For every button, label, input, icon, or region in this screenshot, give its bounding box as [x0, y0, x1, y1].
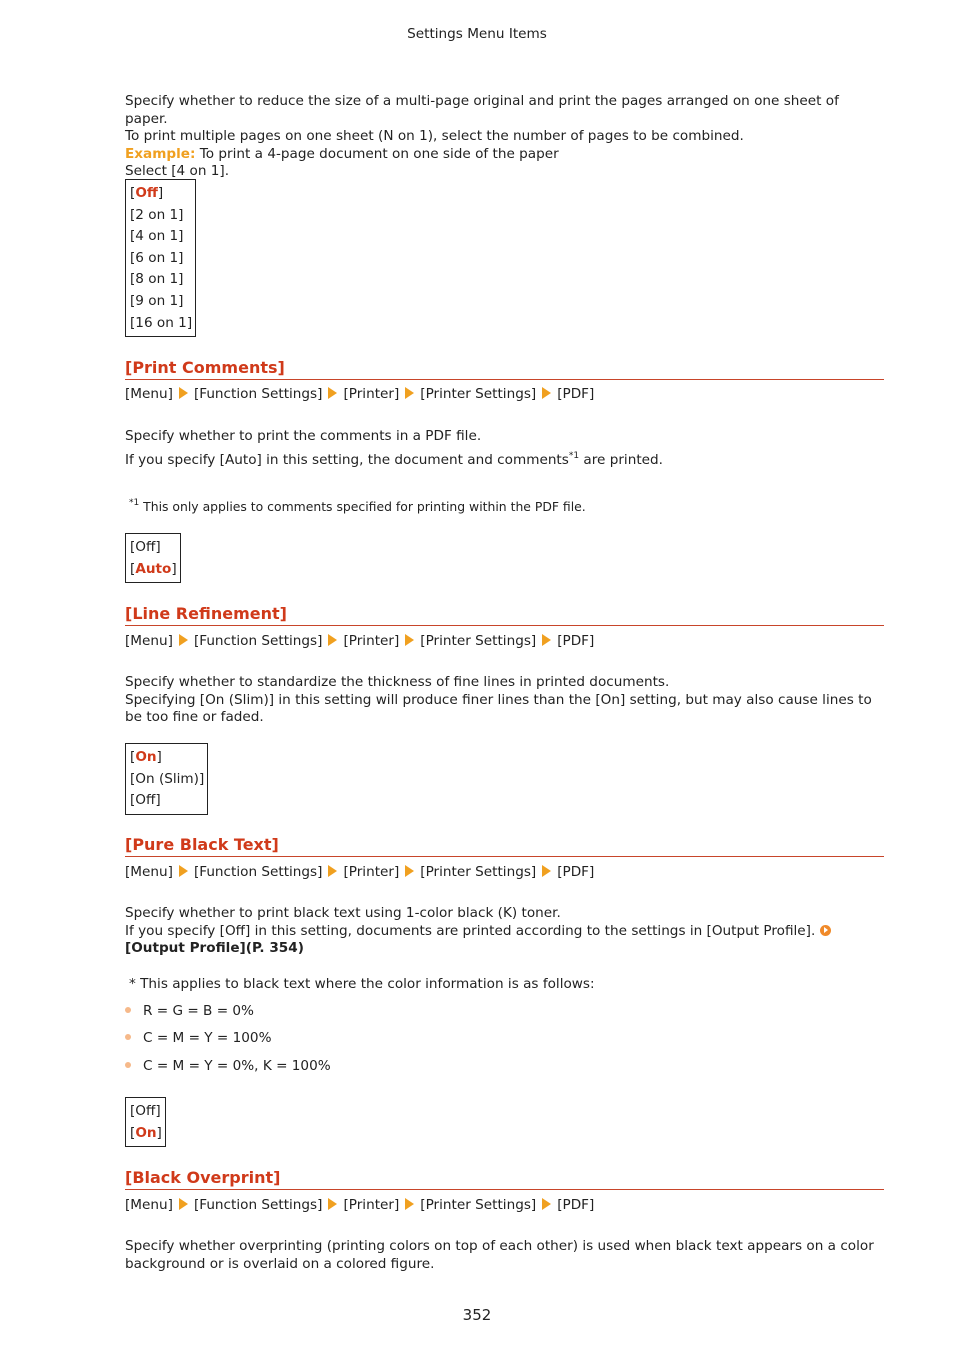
arrow-right-icon [179, 865, 188, 877]
nup-example [125, 146, 885, 164]
arrow-right-icon [405, 1198, 414, 1210]
bullet-dot-icon [125, 1034, 131, 1040]
option-off: [Off] [130, 539, 161, 555]
section-title-print-comments: [Print Comments] [125, 358, 884, 380]
option-on-default: [On] [130, 749, 162, 765]
section-title-pure-black-text: [Pure Black Text] [125, 835, 884, 857]
footnote: $^{*1}$ This only applies to comments specified for printing within the PDF file. [129, 498, 586, 514]
list-item: C = M = Y = 0%, K = 100% [125, 1058, 331, 1076]
bullet-dot-icon [125, 1007, 131, 1013]
nup-options-box [125, 179, 196, 337]
link-arrow-icon [820, 925, 831, 936]
list-item: C = M = Y = 100% [125, 1030, 271, 1048]
arrow-right-icon [542, 865, 551, 877]
pure-black-text-description [125, 905, 885, 958]
line-refinement-description [125, 674, 885, 727]
print-comments-options-box [125, 533, 181, 583]
arrow-right-icon [405, 634, 414, 646]
option-off-default: [Off] [130, 185, 164, 201]
arrow-right-icon [328, 634, 337, 646]
page-number: 352 [462, 1306, 492, 1324]
nup-description [125, 93, 885, 181]
arrow-right-icon [328, 1198, 337, 1210]
option-6on1: [6 on 1] [130, 249, 184, 266]
option-9on1: [9 on 1] [130, 292, 184, 309]
print-comments-line-2: If you specify [Auto] in this setting, the document and comments$^{*1}$ are printed. [125, 450, 663, 468]
output-profile-link[interactable]: [Output Profile](P. 354) [125, 923, 833, 957]
line-refinement-options-box [125, 743, 208, 815]
pure-black-text-line-2: If you specify [Off] in this setting, documents are printed according to the settings in [Output Profile]. [Output Profile](P. 354) [125, 923, 885, 958]
nup-line-2: To print multiple pages on one sheet (N on 1), select the number of pages to be combined. [125, 128, 744, 144]
line-refinement-line-2: Specifying [On (Slim)] in this setting will produce finer lines than the [On] setting, but may also cause lines to be too fine or faded. [125, 691, 872, 725]
color-note: * This applies to black text where the color information is as follows: [129, 976, 595, 992]
list-item: R = G = B = 0% [125, 1003, 254, 1021]
arrow-right-icon [542, 1198, 551, 1210]
arrow-right-icon [405, 387, 414, 399]
arrow-right-icon [328, 865, 337, 877]
example-label: Example: [125, 145, 196, 162]
option-on-default: [On] [130, 1124, 162, 1141]
arrow-right-icon [542, 387, 551, 399]
line-refinement-line-1: Specify whether to standardize the thickness of fine lines in printed documents. [125, 674, 670, 690]
print-comments-line-1: Specify whether to print the comments in a PDF file. [125, 428, 482, 444]
menu-path: [Menu] [Function Settings] [Printer] [Printer Settings] [PDF] [125, 1197, 595, 1213]
pure-black-text-options-box [125, 1097, 166, 1147]
arrow-right-icon [179, 634, 188, 646]
arrow-right-icon [179, 1198, 188, 1210]
example-text: To print a 4-page document on one side of the paper [195, 145, 559, 162]
arrow-right-icon [179, 387, 188, 399]
arrow-right-icon [542, 634, 551, 646]
section-title-line-refinement: [Line Refinement] [125, 604, 884, 626]
pure-black-text-line-1: Specify whether to print black text using 1-color black (K) toner. [125, 905, 561, 921]
running-header: Settings Menu Items [407, 26, 547, 42]
print-comments-description [125, 428, 885, 469]
section-title-black-overprint: [Black Overprint] [125, 1168, 884, 1190]
menu-path: [Menu] [Function Settings] [Printer] [Printer Settings] [PDF] [125, 386, 595, 402]
menu-path: [Menu] [Function Settings] [Printer] [Printer Settings] [PDF] [125, 633, 595, 649]
nup-select: Select [4 on 1]. [125, 163, 230, 179]
arrow-right-icon [405, 865, 414, 877]
option-off: [Off] [130, 792, 161, 809]
option-16on1: [16 on 1] [130, 314, 193, 331]
black-overprint-description: Specify whether overprinting (printing colors on top of each other) is used when black text appears on a color background or is overlaid on a colored figure. [125, 1238, 874, 1272]
option-auto-default: [Auto] [130, 560, 177, 577]
option-8on1: [8 on 1] [130, 271, 184, 288]
nup-line-1: Specify whether to reduce the size of a multi-page original and print the pages arranged on one sheet of paper. [125, 93, 839, 127]
arrow-right-icon [328, 387, 337, 399]
option-on-slim: [On (Slim)] [130, 770, 205, 787]
option-off: [Off] [130, 1103, 161, 1119]
bullet-dot-icon [125, 1062, 131, 1068]
option-2on1: [2 on 1] [130, 206, 184, 223]
option-4on1: [4 on 1] [130, 228, 184, 245]
menu-path: [Menu] [Function Settings] [Printer] [Printer Settings] [PDF] [125, 864, 595, 880]
